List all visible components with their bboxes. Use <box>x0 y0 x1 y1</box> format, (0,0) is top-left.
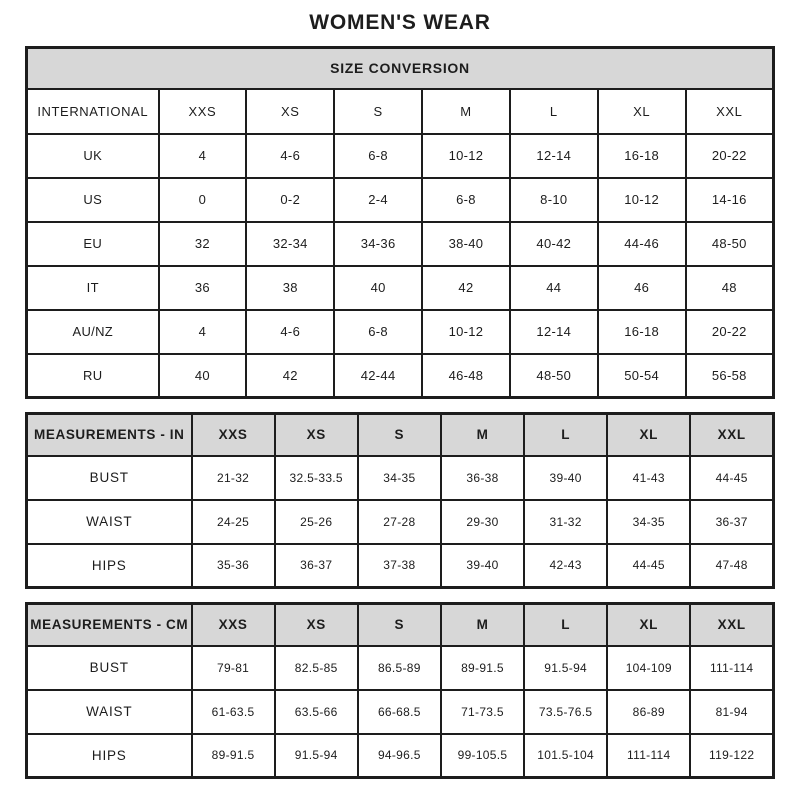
measurement-cell: 24-25 <box>192 500 275 544</box>
table-row-ru <box>27 354 774 398</box>
row-label-hips: HIPS <box>27 734 192 778</box>
measurement-cell: 104-109 <box>607 646 690 690</box>
size-cell: 14-16 <box>686 178 774 222</box>
row-label-eu: EU <box>27 222 159 266</box>
size-cell: 50-54 <box>598 354 686 398</box>
size-cell: 12-14 <box>510 310 598 354</box>
size-cell: 20-22 <box>686 134 774 178</box>
row-label-ru: RU <box>27 354 159 398</box>
size-cell: 0 <box>159 178 247 222</box>
measurement-cell: 86.5-89 <box>358 646 441 690</box>
measurement-cell: 21-32 <box>192 456 275 500</box>
col-header-l: L <box>524 604 607 646</box>
col-header-xxs: XXS <box>192 414 275 456</box>
col-header-xl: XL <box>607 604 690 646</box>
row-label-waist: WAIST <box>27 690 192 734</box>
measurement-cell: 35-36 <box>192 544 275 588</box>
size-cell: 48 <box>686 266 774 310</box>
size-conversion-title-row <box>27 48 774 89</box>
size-cell: 4-6 <box>246 310 334 354</box>
size-cell: 38-40 <box>422 222 510 266</box>
measurement-cell: 91.5-94 <box>524 646 607 690</box>
table-row-us <box>27 178 774 222</box>
measurement-cell: 101.5-104 <box>524 734 607 778</box>
size-cell: 4-6 <box>246 134 334 178</box>
measurement-cell: 37-38 <box>358 544 441 588</box>
size-cell: 32-34 <box>246 222 334 266</box>
measurement-cell: 34-35 <box>607 500 690 544</box>
col-header-xxs: XXS <box>159 89 247 134</box>
size-cell: 42 <box>246 354 334 398</box>
row-label-uk: UK <box>27 134 159 178</box>
measurement-cell: 86-89 <box>607 690 690 734</box>
size-cell: 2-4 <box>334 178 422 222</box>
size-cell: 4 <box>159 134 247 178</box>
measurements-cm-table <box>25 602 775 779</box>
size-cell: 20-22 <box>686 310 774 354</box>
measurements-in-table <box>25 412 775 589</box>
row-label-waist: WAIST <box>27 500 192 544</box>
size-cell: 44 <box>510 266 598 310</box>
size-cell: 46-48 <box>422 354 510 398</box>
row-label-hips: HIPS <box>27 544 192 588</box>
table-row-hips-in <box>27 544 774 588</box>
size-cell: 0-2 <box>246 178 334 222</box>
measurement-cell: 44-45 <box>690 456 773 500</box>
size-cell: 48-50 <box>510 354 598 398</box>
size-conversion-title: SIZE CONVERSION <box>27 48 774 89</box>
measurement-cell: 39-40 <box>441 544 524 588</box>
col-header-xxl: XXL <box>686 89 774 134</box>
size-cell: 34-36 <box>334 222 422 266</box>
measurement-cell: 99-105.5 <box>441 734 524 778</box>
table-row-hips-cm <box>27 734 774 778</box>
size-cell: 38 <box>246 266 334 310</box>
col-header-l: L <box>510 89 598 134</box>
measurement-cell: 111-114 <box>607 734 690 778</box>
measurement-cell: 39-40 <box>524 456 607 500</box>
measurement-cell: 111-114 <box>690 646 773 690</box>
size-conversion-header-row <box>27 89 774 134</box>
measurement-cell: 89-91.5 <box>192 734 275 778</box>
col-header-xxl: XXL <box>690 604 773 646</box>
measurement-cell: 91.5-94 <box>275 734 358 778</box>
col-header-xs: XS <box>275 414 358 456</box>
measurement-cell: 89-91.5 <box>441 646 524 690</box>
table-row-waist-in <box>27 500 774 544</box>
size-cell: 4 <box>159 310 247 354</box>
table-row-bust-cm <box>27 646 774 690</box>
measurements-cm-header-row <box>27 604 774 646</box>
size-cell: 16-18 <box>598 310 686 354</box>
measurement-cell: 36-37 <box>275 544 358 588</box>
measurement-cell: 61-63.5 <box>192 690 275 734</box>
col-header-xl: XL <box>607 414 690 456</box>
col-header-xs: XS <box>275 604 358 646</box>
measurement-cell: 42-43 <box>524 544 607 588</box>
size-cell: 12-14 <box>510 134 598 178</box>
measurement-cell: 36-37 <box>690 500 773 544</box>
size-cell: 6-8 <box>334 310 422 354</box>
size-conversion-table <box>25 46 775 399</box>
col-header-xxl: XXL <box>690 414 773 456</box>
size-cell: 40-42 <box>510 222 598 266</box>
size-cell: 32 <box>159 222 247 266</box>
measurement-cell: 32.5-33.5 <box>275 456 358 500</box>
col-header-international: INTERNATIONAL <box>27 89 159 134</box>
row-label-us: US <box>27 178 159 222</box>
size-cell: 42 <box>422 266 510 310</box>
measurement-cell: 119-122 <box>690 734 773 778</box>
measurements-in-header-row <box>27 414 774 456</box>
measurement-cell: 31-32 <box>524 500 607 544</box>
size-cell: 46 <box>598 266 686 310</box>
size-cell: 36 <box>159 266 247 310</box>
measurements-cm-title: MEASUREMENTS - CM <box>27 604 192 646</box>
measurement-cell: 29-30 <box>441 500 524 544</box>
measurements-in-title: MEASUREMENTS - IN <box>27 414 192 456</box>
size-cell: 42-44 <box>334 354 422 398</box>
col-header-xl: XL <box>598 89 686 134</box>
page-title: WOMEN'S WEAR <box>309 11 491 34</box>
measurement-cell: 47-48 <box>690 544 773 588</box>
col-header-s: S <box>358 414 441 456</box>
table-row-bust-in <box>27 456 774 500</box>
measurement-cell: 36-38 <box>441 456 524 500</box>
size-cell: 16-18 <box>598 134 686 178</box>
col-header-s: S <box>358 604 441 646</box>
row-label-bust: BUST <box>27 646 192 690</box>
size-cell: 10-12 <box>422 134 510 178</box>
measurement-cell: 34-35 <box>358 456 441 500</box>
size-cell: 40 <box>159 354 247 398</box>
measurement-cell: 27-28 <box>358 500 441 544</box>
size-cell: 6-8 <box>334 134 422 178</box>
col-header-m: M <box>422 89 510 134</box>
measurement-cell: 44-45 <box>607 544 690 588</box>
size-cell: 8-10 <box>510 178 598 222</box>
measurement-cell: 73.5-76.5 <box>524 690 607 734</box>
row-label-bust: BUST <box>27 456 192 500</box>
size-cell: 40 <box>334 266 422 310</box>
measurement-cell: 66-68.5 <box>358 690 441 734</box>
col-header-xs: XS <box>246 89 334 134</box>
col-header-l: L <box>524 414 607 456</box>
size-cell: 48-50 <box>686 222 774 266</box>
measurement-cell: 94-96.5 <box>358 734 441 778</box>
row-label-aunz: AU/NZ <box>27 310 159 354</box>
measurement-cell: 79-81 <box>192 646 275 690</box>
table-row-uk <box>27 134 774 178</box>
table-row-it <box>27 266 774 310</box>
size-cell: 10-12 <box>598 178 686 222</box>
measurement-cell: 41-43 <box>607 456 690 500</box>
col-header-xxs: XXS <box>192 604 275 646</box>
col-header-s: S <box>334 89 422 134</box>
col-header-m: M <box>441 414 524 456</box>
table-row-eu <box>27 222 774 266</box>
measurement-cell: 82.5-85 <box>275 646 358 690</box>
measurement-cell: 63.5-66 <box>275 690 358 734</box>
measurement-cell: 71-73.5 <box>441 690 524 734</box>
measurement-cell: 81-94 <box>690 690 773 734</box>
col-header-m: M <box>441 604 524 646</box>
table-row-waist-cm <box>27 690 774 734</box>
size-cell: 56-58 <box>686 354 774 398</box>
size-cell: 6-8 <box>422 178 510 222</box>
measurement-cell: 25-26 <box>275 500 358 544</box>
size-cell: 10-12 <box>422 310 510 354</box>
row-label-it: IT <box>27 266 159 310</box>
size-cell: 44-46 <box>598 222 686 266</box>
table-row-aunz <box>27 310 774 354</box>
